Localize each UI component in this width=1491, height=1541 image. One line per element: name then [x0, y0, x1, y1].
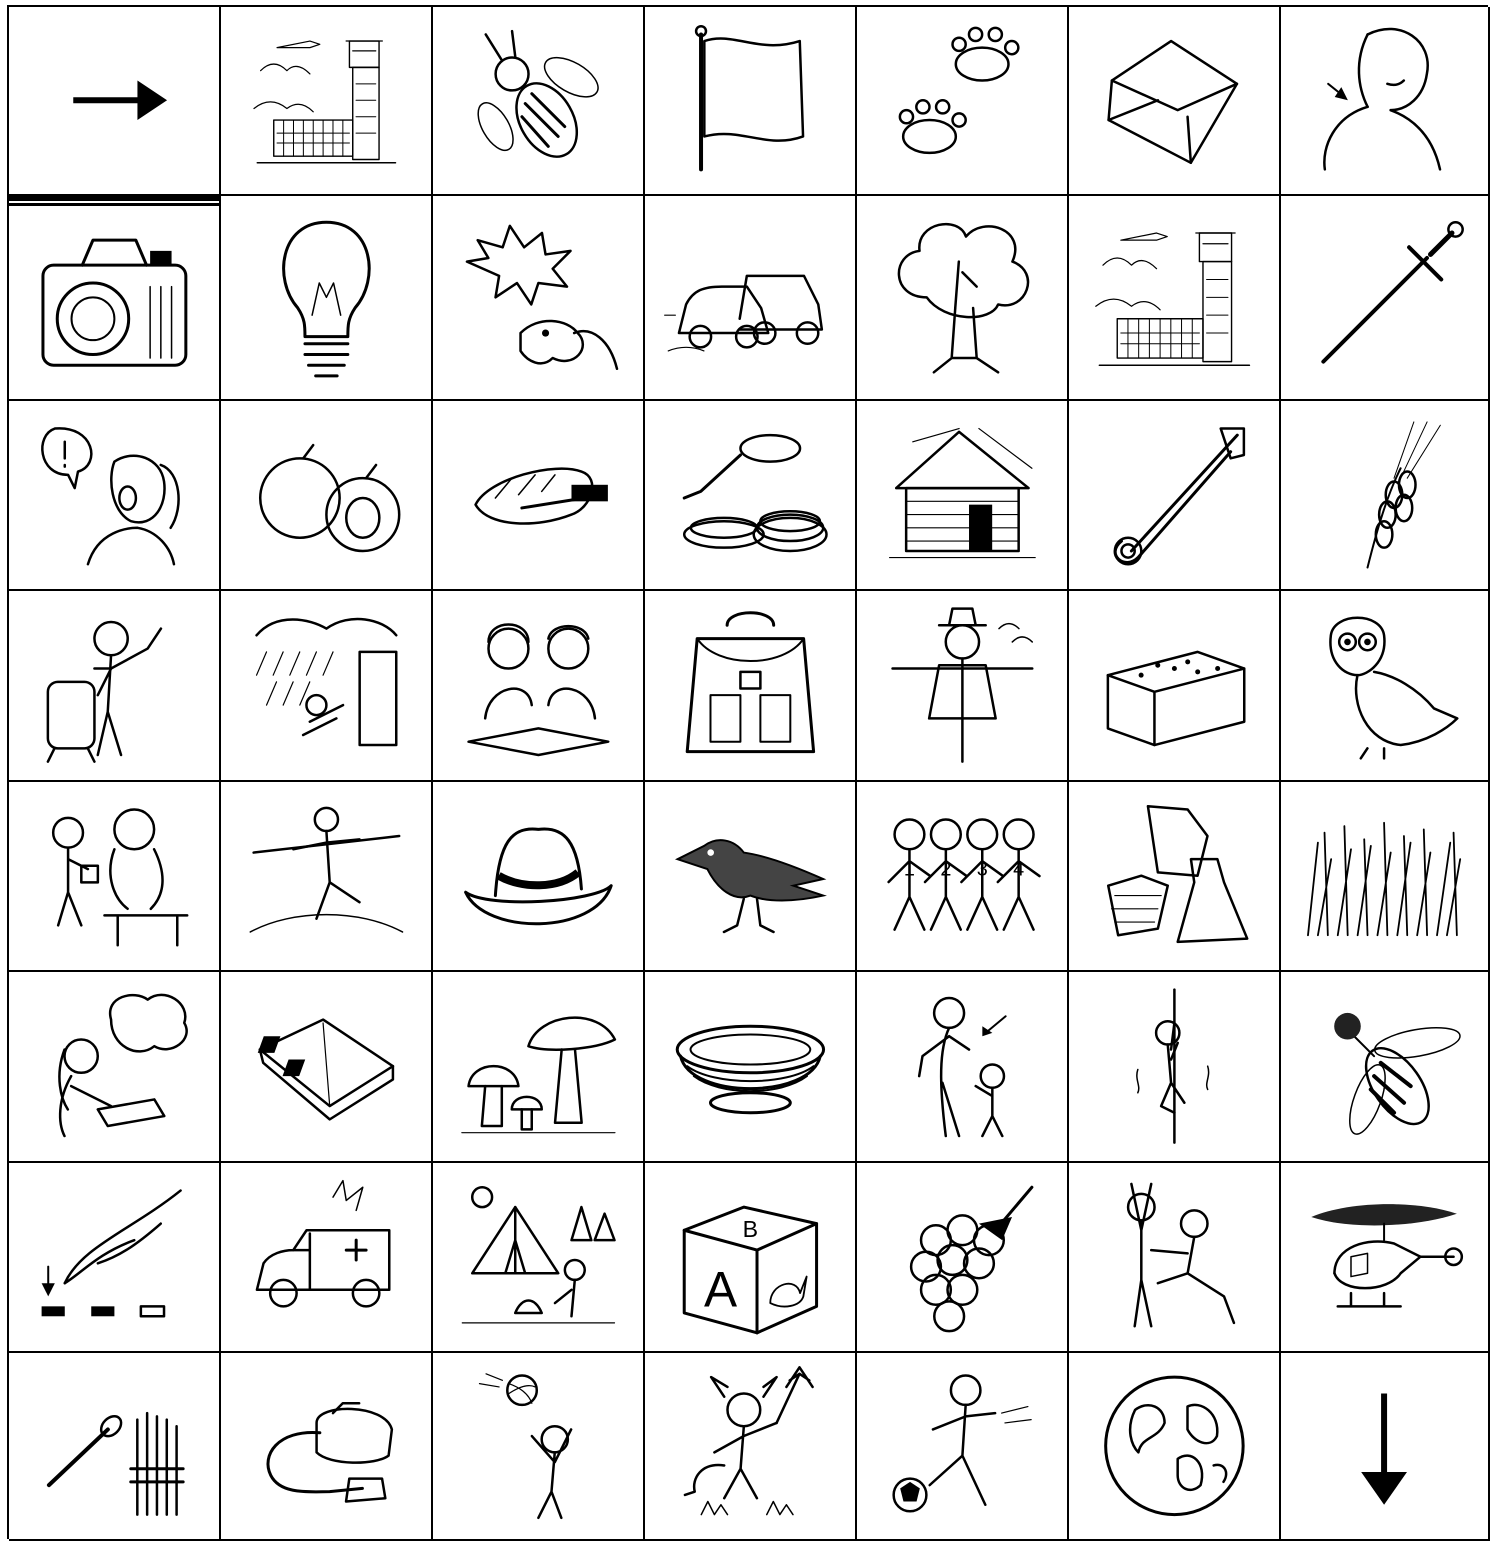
old-man-child-icon [870, 983, 1055, 1149]
wheat-icon [1293, 412, 1475, 577]
grid-cell [645, 1353, 857, 1541]
grid-cell [9, 1163, 221, 1353]
light-bulb-icon [234, 208, 419, 387]
grid-cell [1069, 1163, 1281, 1353]
blackberry-icon [870, 1174, 1055, 1339]
grid-cell [1281, 782, 1490, 972]
jersey-number: 3 [976, 859, 988, 881]
grid-cell [645, 1163, 857, 1353]
grid-cell [645, 782, 857, 972]
grid-cell [221, 1353, 433, 1541]
photo-album-icon [234, 983, 419, 1149]
block-letter: A [703, 1261, 737, 1318]
dog-barking-icon [446, 208, 631, 387]
cars-icon [658, 208, 843, 387]
grid-cell [9, 782, 221, 972]
grid-cell [221, 591, 433, 782]
grid-cell [857, 401, 1069, 591]
jersey-number: 1 [903, 859, 915, 881]
log-cabin-icon [870, 412, 1055, 577]
grid-cell [433, 591, 645, 782]
camping-icon [446, 1174, 631, 1339]
ambulance-icon [234, 1174, 419, 1339]
grid-cell [645, 196, 857, 401]
grid-cell [1281, 401, 1490, 591]
boy-catching-ball-icon [446, 1364, 631, 1528]
finger-button-icon [22, 1174, 207, 1339]
grid-cell [221, 782, 433, 972]
surprised-woman-icon [22, 412, 207, 577]
boy-kicking-ball-icon [870, 1364, 1055, 1528]
devil-icon [658, 1364, 843, 1528]
grid-cell [9, 972, 221, 1163]
bread-knife-icon [446, 412, 631, 577]
crow-icon [658, 793, 843, 958]
scarecrow-icon [870, 602, 1055, 768]
grid-cell [221, 7, 433, 196]
grid-cell [857, 782, 1069, 972]
children-writing-icon [446, 602, 631, 768]
jersey-number: 2 [939, 859, 951, 881]
grid-cell [433, 196, 645, 401]
pancakes-icon [658, 412, 843, 577]
grid-cell [645, 7, 857, 196]
mushrooms-icon [446, 983, 631, 1149]
picture-grid [7, 5, 1488, 1539]
grid-cell [645, 401, 857, 591]
grid-cell [221, 196, 433, 401]
sword-icon [1293, 208, 1475, 387]
camera-icon [22, 208, 207, 387]
grid-cell [1281, 972, 1490, 1163]
helicopter-icon [1293, 1174, 1475, 1339]
rope-climber-icon [1082, 983, 1267, 1149]
grid-cell [221, 972, 433, 1163]
grid-cell [9, 196, 221, 401]
hat-icon [446, 793, 631, 958]
grid-cell [1069, 972, 1281, 1163]
arrow-right-icon [22, 18, 207, 183]
waving-man-icon [22, 602, 207, 768]
daydreaming-girl-icon [22, 983, 207, 1149]
grid-cell [1281, 7, 1490, 196]
grid-cell [1281, 1353, 1490, 1541]
owl-icon [1293, 602, 1475, 768]
grid-cell [433, 7, 645, 196]
grid-cell [433, 1353, 645, 1541]
grid-cell [857, 972, 1069, 1163]
school-bag-icon [658, 602, 843, 768]
grid-cell [1069, 196, 1281, 401]
clothes-icon [1082, 793, 1267, 958]
wasp-icon [1293, 983, 1475, 1149]
match-asparagus-icon [22, 1364, 207, 1528]
grid-cell [433, 972, 645, 1163]
grid-cell [9, 401, 221, 591]
grid-cell [1069, 591, 1281, 782]
grid-cell [1069, 782, 1281, 972]
paw-prints-icon [870, 18, 1055, 183]
grid-cell [1069, 7, 1281, 196]
grid-cell [9, 1353, 221, 1541]
family-table-icon [22, 793, 207, 958]
grid-cell [9, 7, 221, 196]
grid-cell [221, 401, 433, 591]
grid-cell [1281, 1163, 1490, 1353]
basket-icon [658, 983, 843, 1149]
grid-cell [857, 196, 1069, 401]
shoulder-icon [1293, 18, 1475, 183]
tightrope-walker-icon [234, 793, 419, 958]
block-letter: B [742, 1216, 758, 1243]
grid-cell [857, 1163, 1069, 1353]
divider [9, 196, 219, 206]
grid-cell [9, 591, 221, 782]
toy-block-icon [658, 1174, 843, 1339]
grid-cell [645, 972, 857, 1163]
tree-icon [870, 208, 1055, 387]
airport-icon [234, 18, 419, 183]
bee-icon [446, 18, 631, 183]
grid-cell [645, 591, 857, 782]
rain-storm-icon [234, 602, 419, 768]
vacuum-cleaner-icon [234, 1364, 419, 1528]
jersey-number: 4 [1012, 859, 1024, 881]
grid-cell [221, 1163, 433, 1353]
grid-cell [1069, 401, 1281, 591]
grid-cell [1281, 591, 1490, 782]
airport-icon [1082, 208, 1267, 387]
sponge-cake-icon [1082, 602, 1267, 768]
flag-icon [658, 18, 843, 183]
grid-cell [1281, 196, 1490, 401]
grid-cell [433, 782, 645, 972]
globe-icon [1082, 1364, 1267, 1528]
envelope-icon [1082, 18, 1267, 183]
grass-icon [1293, 793, 1475, 958]
safety-pin-icon [1082, 412, 1267, 577]
grid-cell [857, 7, 1069, 196]
grid-cell [857, 591, 1069, 782]
grid-cell [857, 1353, 1069, 1541]
stretching-icon [1082, 1174, 1267, 1339]
grid-cell [433, 401, 645, 591]
plums-icon [234, 412, 419, 577]
grid-cell [433, 1163, 645, 1353]
grid-cell [1069, 1353, 1281, 1541]
children-team-icon [870, 793, 1055, 958]
arrow-down-icon [1293, 1364, 1475, 1528]
